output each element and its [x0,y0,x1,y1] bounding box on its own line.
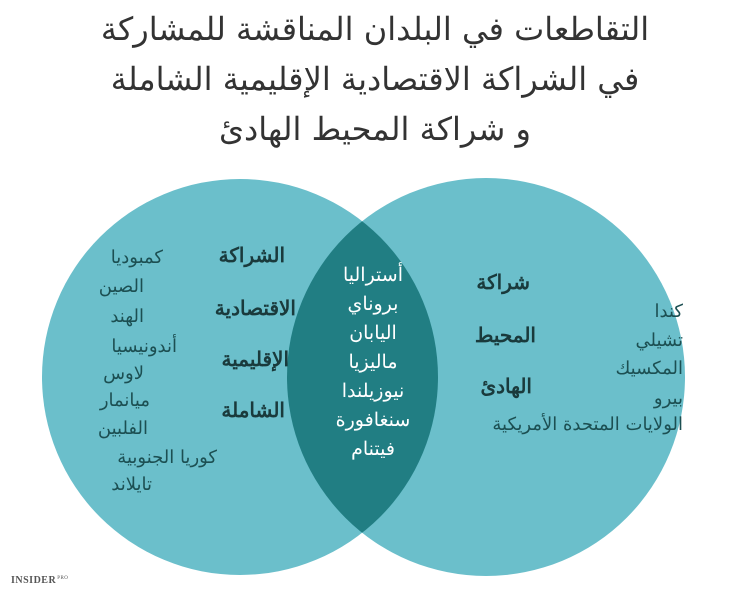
title-line-3: و شراكة المحيط الهادئ [219,110,531,148]
intersection-country-6: سنغافورة [335,409,411,431]
right-country-4: بيرو [653,388,683,409]
left-set-name-line-2: الاقتصادية [214,296,296,320]
left-country-1: كمبوديا [110,247,163,268]
left-country-8: كوريا الجنوبية [117,447,217,468]
right-set-name-line-1: شراكة [476,270,530,294]
left-country-3: الهند [110,306,144,327]
right-country-5: الولايات المتحدة الأمريكية [492,414,683,435]
left-country-4: أندونيسيا [111,336,177,357]
intersection-country-7: فيتنام [351,438,395,460]
left-country-5: لاوس [103,363,144,384]
intersection-country-3: اليابان [349,322,397,344]
intersection-country-5: نيوزيلندا [341,380,405,402]
left-country-6: ميانمار [99,390,150,411]
right-set-name-line-2: المحيط [474,323,536,347]
left-set-name-line-3: الإقليمية [221,347,289,371]
intersection-country-2: بروناي [347,293,399,315]
right-country-2: تشيلي [635,330,683,351]
logo-suffix: PRO [57,576,69,581]
intersection-country-4: ماليزيا [348,351,398,373]
left-set-name-line-1: الشراكة [218,243,285,267]
left-country-9: تايلاند [111,474,152,495]
left-country-7: الفلبين [97,418,148,439]
right-country-1: كندا [654,301,683,322]
insider-logo [11,575,68,586]
title-line-2: في الشراكة الاقتصادية الإقليمية الشاملة [110,60,640,98]
intersection-country-1: أستراليا [342,264,403,286]
right-country-3: المكسيك [615,358,683,379]
logo-text: INSIDER [11,575,57,586]
left-country-2: الصين [98,276,144,297]
right-set-name-line-3: الهادئ [480,374,532,398]
left-set-name-line-4: الشاملة [221,398,285,422]
title-line-1: التقاطعات في البلدان المناقشة للمشاركة [100,10,650,48]
